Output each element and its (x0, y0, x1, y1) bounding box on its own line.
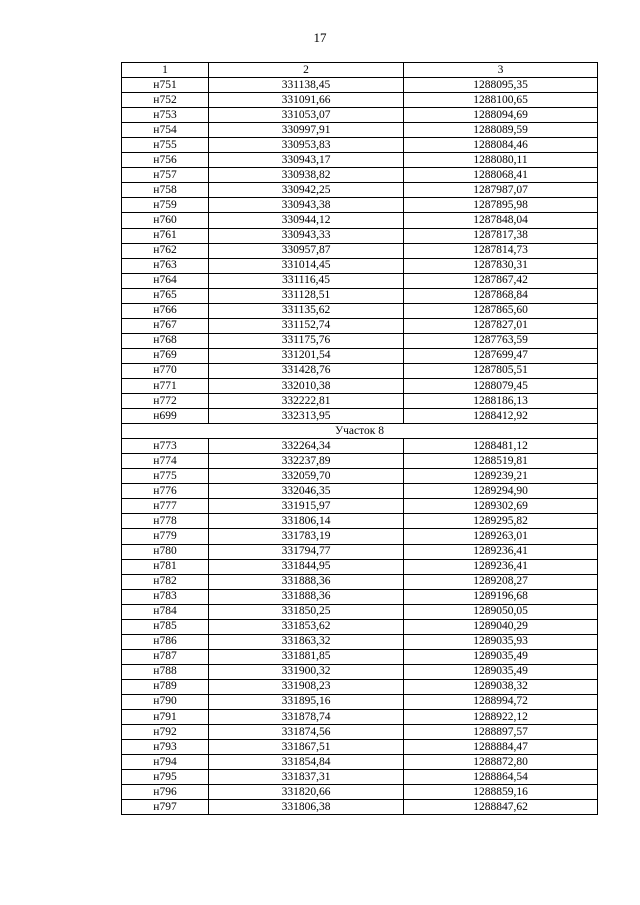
cell-y-coordinate: 1288089,59 (404, 123, 598, 138)
cell-y-coordinate: 1288864,54 (404, 770, 598, 785)
cell-y-coordinate: 1289295,82 (404, 514, 598, 529)
cell-point-id: н790 (122, 694, 209, 709)
cell-y-coordinate: 1287867,42 (404, 273, 598, 288)
table-row (122, 258, 598, 273)
cell-point-id: н780 (122, 544, 209, 559)
cell-y-coordinate: 1288080,11 (404, 153, 598, 168)
cell-y-coordinate: 1287699,47 (404, 348, 598, 363)
cell-x-coordinate: 331881,85 (209, 649, 404, 664)
cell-point-id: н769 (122, 348, 209, 363)
cell-y-coordinate: 1289263,01 (404, 529, 598, 544)
cell-x-coordinate: 331138,45 (209, 78, 404, 93)
cell-y-coordinate: 1288994,72 (404, 694, 598, 709)
table-row (122, 559, 598, 574)
table-row (122, 740, 598, 755)
table-row (122, 273, 598, 288)
cell-point-id: н783 (122, 589, 209, 604)
cell-x-coordinate: 332222,81 (209, 394, 404, 409)
table-row (122, 574, 598, 589)
table-row (122, 770, 598, 785)
cell-x-coordinate: 331128,51 (209, 288, 404, 303)
table-row (122, 123, 598, 138)
cell-point-id: н755 (122, 138, 209, 153)
cell-point-id: н797 (122, 800, 209, 815)
cell-x-coordinate: 330953,83 (209, 138, 404, 153)
table-row (122, 108, 598, 123)
cell-y-coordinate: 1288094,69 (404, 108, 598, 123)
table-body (122, 78, 598, 815)
table-row (122, 439, 598, 454)
cell-y-coordinate: 1287987,07 (404, 183, 598, 198)
page-number: 17 (313, 30, 327, 45)
cell-y-coordinate: 1288095,35 (404, 78, 598, 93)
cell-y-coordinate: 1288859,16 (404, 785, 598, 800)
table-row (122, 288, 598, 303)
cell-point-id: н795 (122, 770, 209, 785)
table-row (122, 529, 598, 544)
cell-point-id: н786 (122, 634, 209, 649)
cell-x-coordinate: 330944,12 (209, 213, 404, 228)
cell-x-coordinate: 331091,66 (209, 93, 404, 108)
table-row (122, 93, 598, 108)
cell-x-coordinate: 331888,36 (209, 574, 404, 589)
cell-x-coordinate: 332313,95 (209, 409, 404, 424)
cell-y-coordinate: 1289239,21 (404, 469, 598, 484)
cell-y-coordinate: 1287814,73 (404, 243, 598, 258)
cell-x-coordinate: 331837,31 (209, 770, 404, 785)
cell-y-coordinate: 1287827,01 (404, 318, 598, 333)
table-header-row (122, 63, 598, 78)
cell-x-coordinate: 332010,38 (209, 378, 404, 393)
cell-point-id: н789 (122, 679, 209, 694)
cell-y-coordinate: 1287865,60 (404, 303, 598, 318)
cell-point-id: н792 (122, 725, 209, 740)
cell-x-coordinate: 332059,70 (209, 469, 404, 484)
table-row (122, 198, 598, 213)
cell-x-coordinate: 331878,74 (209, 710, 404, 725)
cell-point-id: н754 (122, 123, 209, 138)
cell-y-coordinate: 1289040,29 (404, 619, 598, 634)
cell-point-id: н768 (122, 333, 209, 348)
cell-point-id: н775 (122, 469, 209, 484)
cell-x-coordinate: 331014,45 (209, 258, 404, 273)
cell-y-coordinate: 1288068,41 (404, 168, 598, 183)
table-row (122, 604, 598, 619)
cell-point-id: н767 (122, 318, 209, 333)
cell-x-coordinate: 331783,19 (209, 529, 404, 544)
cell-x-coordinate: 330938,82 (209, 168, 404, 183)
cell-point-id: н752 (122, 93, 209, 108)
cell-x-coordinate: 330943,38 (209, 198, 404, 213)
cell-point-id: н764 (122, 273, 209, 288)
cell-x-coordinate: 331854,84 (209, 755, 404, 770)
table-row (122, 679, 598, 694)
cell-y-coordinate: 1287817,38 (404, 228, 598, 243)
cell-x-coordinate: 331867,51 (209, 740, 404, 755)
cell-point-id: н779 (122, 529, 209, 544)
cell-point-id: н761 (122, 228, 209, 243)
table-row (122, 725, 598, 740)
cell-x-coordinate: 331874,56 (209, 725, 404, 740)
table-row (122, 363, 598, 378)
cell-y-coordinate: 1289050,05 (404, 604, 598, 619)
cell-point-id: н785 (122, 619, 209, 634)
table-row (122, 800, 598, 815)
cell-x-coordinate: 331152,74 (209, 318, 404, 333)
cell-x-coordinate: 331175,76 (209, 333, 404, 348)
cell-x-coordinate: 330997,91 (209, 123, 404, 138)
section-title: Участок 8 (122, 424, 598, 439)
cell-y-coordinate: 1288897,57 (404, 725, 598, 740)
table-row (122, 710, 598, 725)
table-row (122, 649, 598, 664)
table-row (122, 499, 598, 514)
cell-x-coordinate: 331820,66 (209, 785, 404, 800)
cell-x-coordinate: 331794,77 (209, 544, 404, 559)
cell-point-id: н776 (122, 484, 209, 499)
table-row (122, 348, 598, 363)
cell-y-coordinate: 1287830,31 (404, 258, 598, 273)
cell-y-coordinate: 1288100,65 (404, 93, 598, 108)
coordinates-table (121, 62, 598, 815)
table-row (122, 514, 598, 529)
table-row (122, 589, 598, 604)
cell-point-id: н765 (122, 288, 209, 303)
cell-y-coordinate: 1288186,13 (404, 394, 598, 409)
cell-point-id: н793 (122, 740, 209, 755)
table-row (122, 78, 598, 93)
table-row (122, 228, 598, 243)
cell-y-coordinate: 1287763,59 (404, 333, 598, 348)
table-row (122, 168, 598, 183)
table-row (122, 469, 598, 484)
cell-point-id: н772 (122, 394, 209, 409)
section-header-row (122, 424, 598, 439)
cell-x-coordinate: 332046,35 (209, 484, 404, 499)
cell-x-coordinate: 332237,89 (209, 454, 404, 469)
cell-y-coordinate: 1288519,81 (404, 454, 598, 469)
cell-x-coordinate: 331806,14 (209, 514, 404, 529)
table-row (122, 243, 598, 258)
cell-y-coordinate: 1289035,49 (404, 649, 598, 664)
cell-y-coordinate: 1288872,80 (404, 755, 598, 770)
cell-y-coordinate: 1287848,04 (404, 213, 598, 228)
table-row (122, 409, 598, 424)
cell-y-coordinate: 1287805,51 (404, 363, 598, 378)
table-row (122, 318, 598, 333)
cell-x-coordinate: 331135,62 (209, 303, 404, 318)
table-row (122, 378, 598, 393)
cell-x-coordinate: 331895,16 (209, 694, 404, 709)
cell-y-coordinate: 1288412,92 (404, 409, 598, 424)
table-row (122, 755, 598, 770)
cell-point-id: н791 (122, 710, 209, 725)
table-row (122, 544, 598, 559)
cell-y-coordinate: 1289302,69 (404, 499, 598, 514)
table-row (122, 138, 598, 153)
cell-x-coordinate: 331116,45 (209, 273, 404, 288)
cell-point-id: н762 (122, 243, 209, 258)
cell-point-id: н781 (122, 559, 209, 574)
cell-y-coordinate: 1288884,47 (404, 740, 598, 755)
table-row (122, 213, 598, 228)
cell-point-id: н787 (122, 649, 209, 664)
cell-point-id: н788 (122, 664, 209, 679)
cell-x-coordinate: 331201,54 (209, 348, 404, 363)
table-row (122, 634, 598, 649)
cell-x-coordinate: 331900,32 (209, 664, 404, 679)
column-header-y: 3 (404, 63, 598, 78)
cell-point-id: н753 (122, 108, 209, 123)
cell-point-id: н756 (122, 153, 209, 168)
column-header-point: 1 (122, 63, 209, 78)
cell-point-id: н777 (122, 499, 209, 514)
cell-point-id: н760 (122, 213, 209, 228)
cell-x-coordinate: 331053,07 (209, 108, 404, 123)
cell-y-coordinate: 1287895,98 (404, 198, 598, 213)
cell-y-coordinate: 1289294,90 (404, 484, 598, 499)
table-row (122, 664, 598, 679)
cell-x-coordinate: 331888,36 (209, 589, 404, 604)
cell-x-coordinate: 331863,32 (209, 634, 404, 649)
cell-y-coordinate: 1289208,27 (404, 574, 598, 589)
cell-point-id: н796 (122, 785, 209, 800)
cell-point-id: н794 (122, 755, 209, 770)
cell-y-coordinate: 1289196,68 (404, 589, 598, 604)
cell-point-id: н758 (122, 183, 209, 198)
cell-point-id: н763 (122, 258, 209, 273)
cell-point-id: н699 (122, 409, 209, 424)
cell-x-coordinate: 331908,23 (209, 679, 404, 694)
cell-x-coordinate: 331853,62 (209, 619, 404, 634)
table-row (122, 153, 598, 168)
cell-x-coordinate: 330957,87 (209, 243, 404, 258)
column-header-x: 2 (209, 63, 404, 78)
table-row (122, 454, 598, 469)
cell-y-coordinate: 1289035,93 (404, 634, 598, 649)
cell-point-id: н757 (122, 168, 209, 183)
cell-x-coordinate: 332264,34 (209, 439, 404, 454)
table-row (122, 303, 598, 318)
cell-x-coordinate: 331915,97 (209, 499, 404, 514)
cell-y-coordinate: 1289038,32 (404, 679, 598, 694)
cell-y-coordinate: 1288847,62 (404, 800, 598, 815)
cell-x-coordinate: 331806,38 (209, 800, 404, 815)
cell-x-coordinate: 330943,33 (209, 228, 404, 243)
table-row (122, 333, 598, 348)
cell-x-coordinate: 330943,17 (209, 153, 404, 168)
cell-point-id: н784 (122, 604, 209, 619)
cell-y-coordinate: 1288079,45 (404, 378, 598, 393)
cell-y-coordinate: 1289236,41 (404, 559, 598, 574)
cell-y-coordinate: 1288084,46 (404, 138, 598, 153)
cell-y-coordinate: 1289035,49 (404, 664, 598, 679)
cell-point-id: н774 (122, 454, 209, 469)
table-row (122, 484, 598, 499)
cell-point-id: н782 (122, 574, 209, 589)
table-row (122, 619, 598, 634)
cell-x-coordinate: 331850,25 (209, 604, 404, 619)
cell-x-coordinate: 331844,95 (209, 559, 404, 574)
cell-point-id: н773 (122, 439, 209, 454)
cell-y-coordinate: 1288481,12 (404, 439, 598, 454)
cell-point-id: н751 (122, 78, 209, 93)
cell-y-coordinate: 1289236,41 (404, 544, 598, 559)
cell-point-id: н771 (122, 378, 209, 393)
cell-point-id: н778 (122, 514, 209, 529)
table-row (122, 694, 598, 709)
cell-y-coordinate: 1287868,84 (404, 288, 598, 303)
cell-x-coordinate: 330942,25 (209, 183, 404, 198)
table-row (122, 785, 598, 800)
cell-y-coordinate: 1288922,12 (404, 710, 598, 725)
cell-point-id: н759 (122, 198, 209, 213)
table-row (122, 183, 598, 198)
cell-point-id: н770 (122, 363, 209, 378)
cell-x-coordinate: 331428,76 (209, 363, 404, 378)
table-row (122, 394, 598, 409)
cell-point-id: н766 (122, 303, 209, 318)
